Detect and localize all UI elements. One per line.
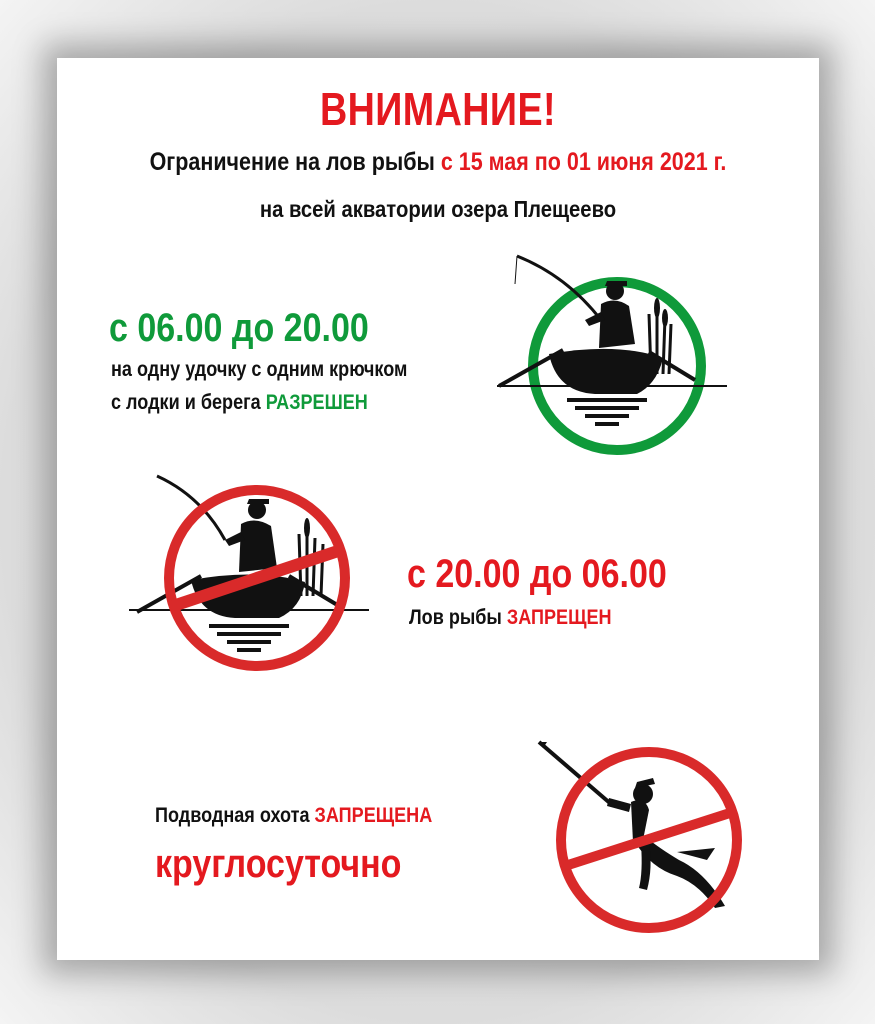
spearfishing-prefix: Подводная охота	[155, 804, 315, 827]
restriction-dates: с 15 мая по 01 июня 2021 г.	[440, 148, 727, 176]
notice-poster	[57, 58, 819, 960]
allowed-place: с лодки и берега	[111, 391, 266, 414]
forbidden-line	[409, 606, 612, 630]
forbidden-time: с 20.00 до 06.00	[407, 552, 667, 596]
fisherman-boat-allowed-icon	[497, 254, 727, 459]
spearfishing-duration: круглосуточно	[155, 842, 402, 886]
location-line: на всей акватории озера Плещеево	[259, 196, 617, 222]
allowed-status: РАЗРЕШЕН	[265, 391, 368, 414]
warning-title: ВНИМАНИЕ!	[319, 83, 557, 135]
allowed-place-line	[111, 391, 368, 415]
allowed-time: с 06.00 до 20.00	[109, 306, 369, 350]
allowed-condition: на одну удочку с одним крючком	[111, 358, 408, 381]
forbidden-prefix: Лов рыбы	[409, 606, 507, 629]
restriction-line	[110, 148, 765, 177]
spearfishing-status: ЗАПРЕЩЕНА	[314, 804, 433, 827]
restriction-prefix: Ограничение на лов рыбы	[149, 148, 441, 176]
spearfishing-line	[155, 804, 432, 828]
fisherman-boat-prohibited-icon	[129, 476, 369, 676]
forbidden-status: ЗАПРЕЩЕН	[506, 606, 612, 629]
spearfishing-prohibited-icon	[539, 738, 749, 918]
